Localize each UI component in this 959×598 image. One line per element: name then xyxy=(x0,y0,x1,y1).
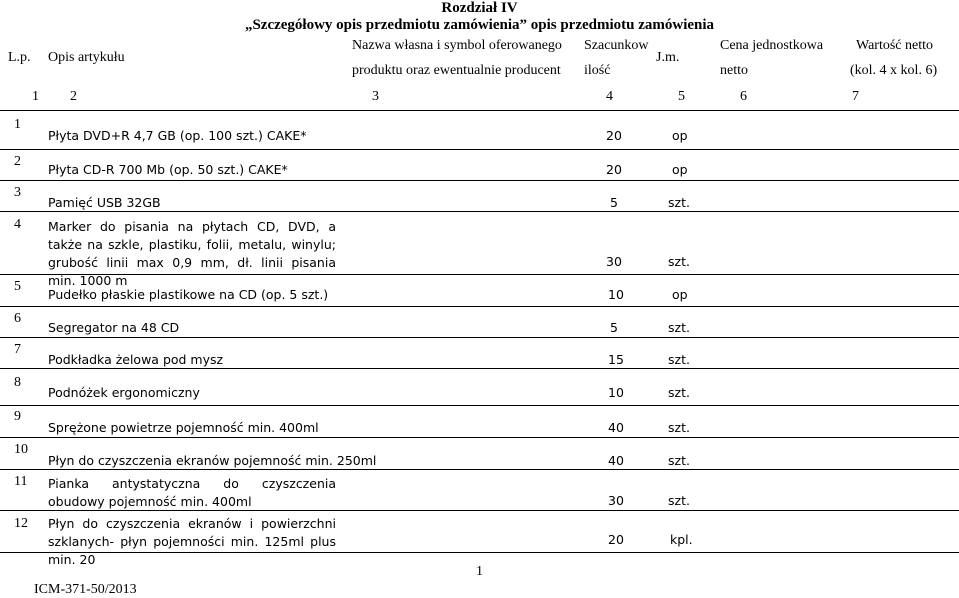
table-rule xyxy=(0,337,959,338)
row-number: 1 xyxy=(14,117,21,132)
item-quantity: 10 xyxy=(608,385,624,400)
row-number: 11 xyxy=(14,474,28,489)
item-description: Podnóżek ergonomiczny xyxy=(48,385,200,400)
item-description: Płyta DVD+R 4,7 GB (op. 100 szt.) CAKE* xyxy=(48,128,307,143)
header-nazwa-line2: produktu oraz ewentualnie producent xyxy=(352,63,561,78)
table-rule xyxy=(0,180,959,181)
item-description: Pianka antystatyczna do czyszczenia obudowy pojemność min. 400ml xyxy=(48,476,336,509)
table-rule xyxy=(0,469,959,470)
item-quantity: 30 xyxy=(608,493,624,508)
table-rule xyxy=(0,149,959,150)
row-number: 7 xyxy=(14,342,21,357)
item-quantity: 5 xyxy=(610,320,618,335)
row-number: 4 xyxy=(14,217,21,232)
item-quantity: 20 xyxy=(608,532,624,547)
header-opis: Opis artykułu xyxy=(48,50,125,65)
item-unit: op xyxy=(672,162,688,177)
item-unit: szt. xyxy=(668,385,690,400)
item-quantity: 40 xyxy=(608,453,624,468)
item-unit: szt. xyxy=(668,254,690,269)
row-number: 3 xyxy=(14,185,21,200)
row-number: 2 xyxy=(14,154,21,169)
header-wartosc-line2: (kol. 4 x kol. 6) xyxy=(850,63,938,78)
header-ilosc-line2: ilość xyxy=(584,63,611,78)
item-quantity: 40 xyxy=(608,420,624,435)
row-number: 8 xyxy=(14,375,21,390)
row-number: 12 xyxy=(14,516,28,531)
item-unit: szt. xyxy=(668,453,690,468)
row-number: 9 xyxy=(14,409,21,424)
table-rule xyxy=(0,368,959,369)
header-nazwa-line1: Nazwa własna i symbol oferowanego xyxy=(352,38,562,53)
header-ilosc-line1: Szacunkow xyxy=(584,38,649,53)
item-unit: szt. xyxy=(668,320,690,335)
column-number: 6 xyxy=(740,89,747,104)
item-unit: kpl. xyxy=(670,532,693,547)
item-quantity: 5 xyxy=(610,195,618,210)
document-id: ICM-371-50/2013 xyxy=(34,582,137,597)
item-description: Marker do pisania na płytach CD, DVD, a także na szkle, plastiku, folii, metalu, winylu; grubość linii max 0,9 mm, dł. linii pisania min. 1000 m xyxy=(48,219,336,288)
item-unit: szt. xyxy=(668,195,690,210)
row-number: 5 xyxy=(14,279,21,294)
item-description: Pudełko płaskie plastikowe na CD (op. 5 szt.) xyxy=(48,287,329,302)
item-quantity: 10 xyxy=(608,287,624,302)
item-description: Pamięć USB 32GB xyxy=(48,195,161,210)
table-rule xyxy=(0,405,959,406)
table-rule xyxy=(0,110,959,111)
item-quantity: 20 xyxy=(606,162,622,177)
item-unit: szt. xyxy=(668,352,690,367)
item-description: Płyn do czyszczenia ekranów i powierzchni szklanych- płyn pojemności min. 125ml plus min. 20 xyxy=(48,516,336,567)
section-title: Rozdział IV xyxy=(441,0,518,16)
document-title: „Szczegółowy opis przedmiotu zamówienia” opis przedmiotu zamówienia xyxy=(244,17,715,33)
item-quantity: 20 xyxy=(606,128,622,143)
header-jm: J.m. xyxy=(656,50,680,65)
item-quantity: 30 xyxy=(606,254,622,269)
column-number: 1 xyxy=(32,89,39,104)
header-cena-line1: Cena jednostkowa xyxy=(720,38,824,53)
item-unit: op xyxy=(672,287,688,302)
item-description: Płyn do czyszczenia ekranów pojemność min. 250ml xyxy=(48,453,377,468)
header-cena-line2: netto xyxy=(720,63,748,78)
item-quantity: 15 xyxy=(608,352,624,367)
table-rule xyxy=(0,211,959,212)
column-number: 5 xyxy=(678,89,685,104)
table-rule xyxy=(0,437,959,438)
row-number: 10 xyxy=(14,442,28,457)
item-description: Sprężone powietrze pojemność min. 400ml xyxy=(48,420,319,435)
column-number: 4 xyxy=(606,89,613,104)
item-unit: szt. xyxy=(668,420,690,435)
item-description: Płyta CD-R 700 Mb (op. 50 szt.) CAKE* xyxy=(48,162,288,177)
item-description: Segregator na 48 CD xyxy=(48,320,180,335)
row-number: 6 xyxy=(14,311,21,326)
table-rule xyxy=(0,306,959,307)
item-unit: szt. xyxy=(668,493,690,508)
item-unit: op xyxy=(672,128,688,143)
column-number: 7 xyxy=(852,89,859,104)
header-wartosc-line1: Wartość netto xyxy=(856,38,934,53)
column-number: 2 xyxy=(70,89,77,104)
column-number: 3 xyxy=(372,89,379,104)
item-description: Podkładka żelowa pod mysz xyxy=(48,352,224,367)
page-number: 1 xyxy=(476,564,483,579)
header-lp: L.p. xyxy=(8,50,31,65)
